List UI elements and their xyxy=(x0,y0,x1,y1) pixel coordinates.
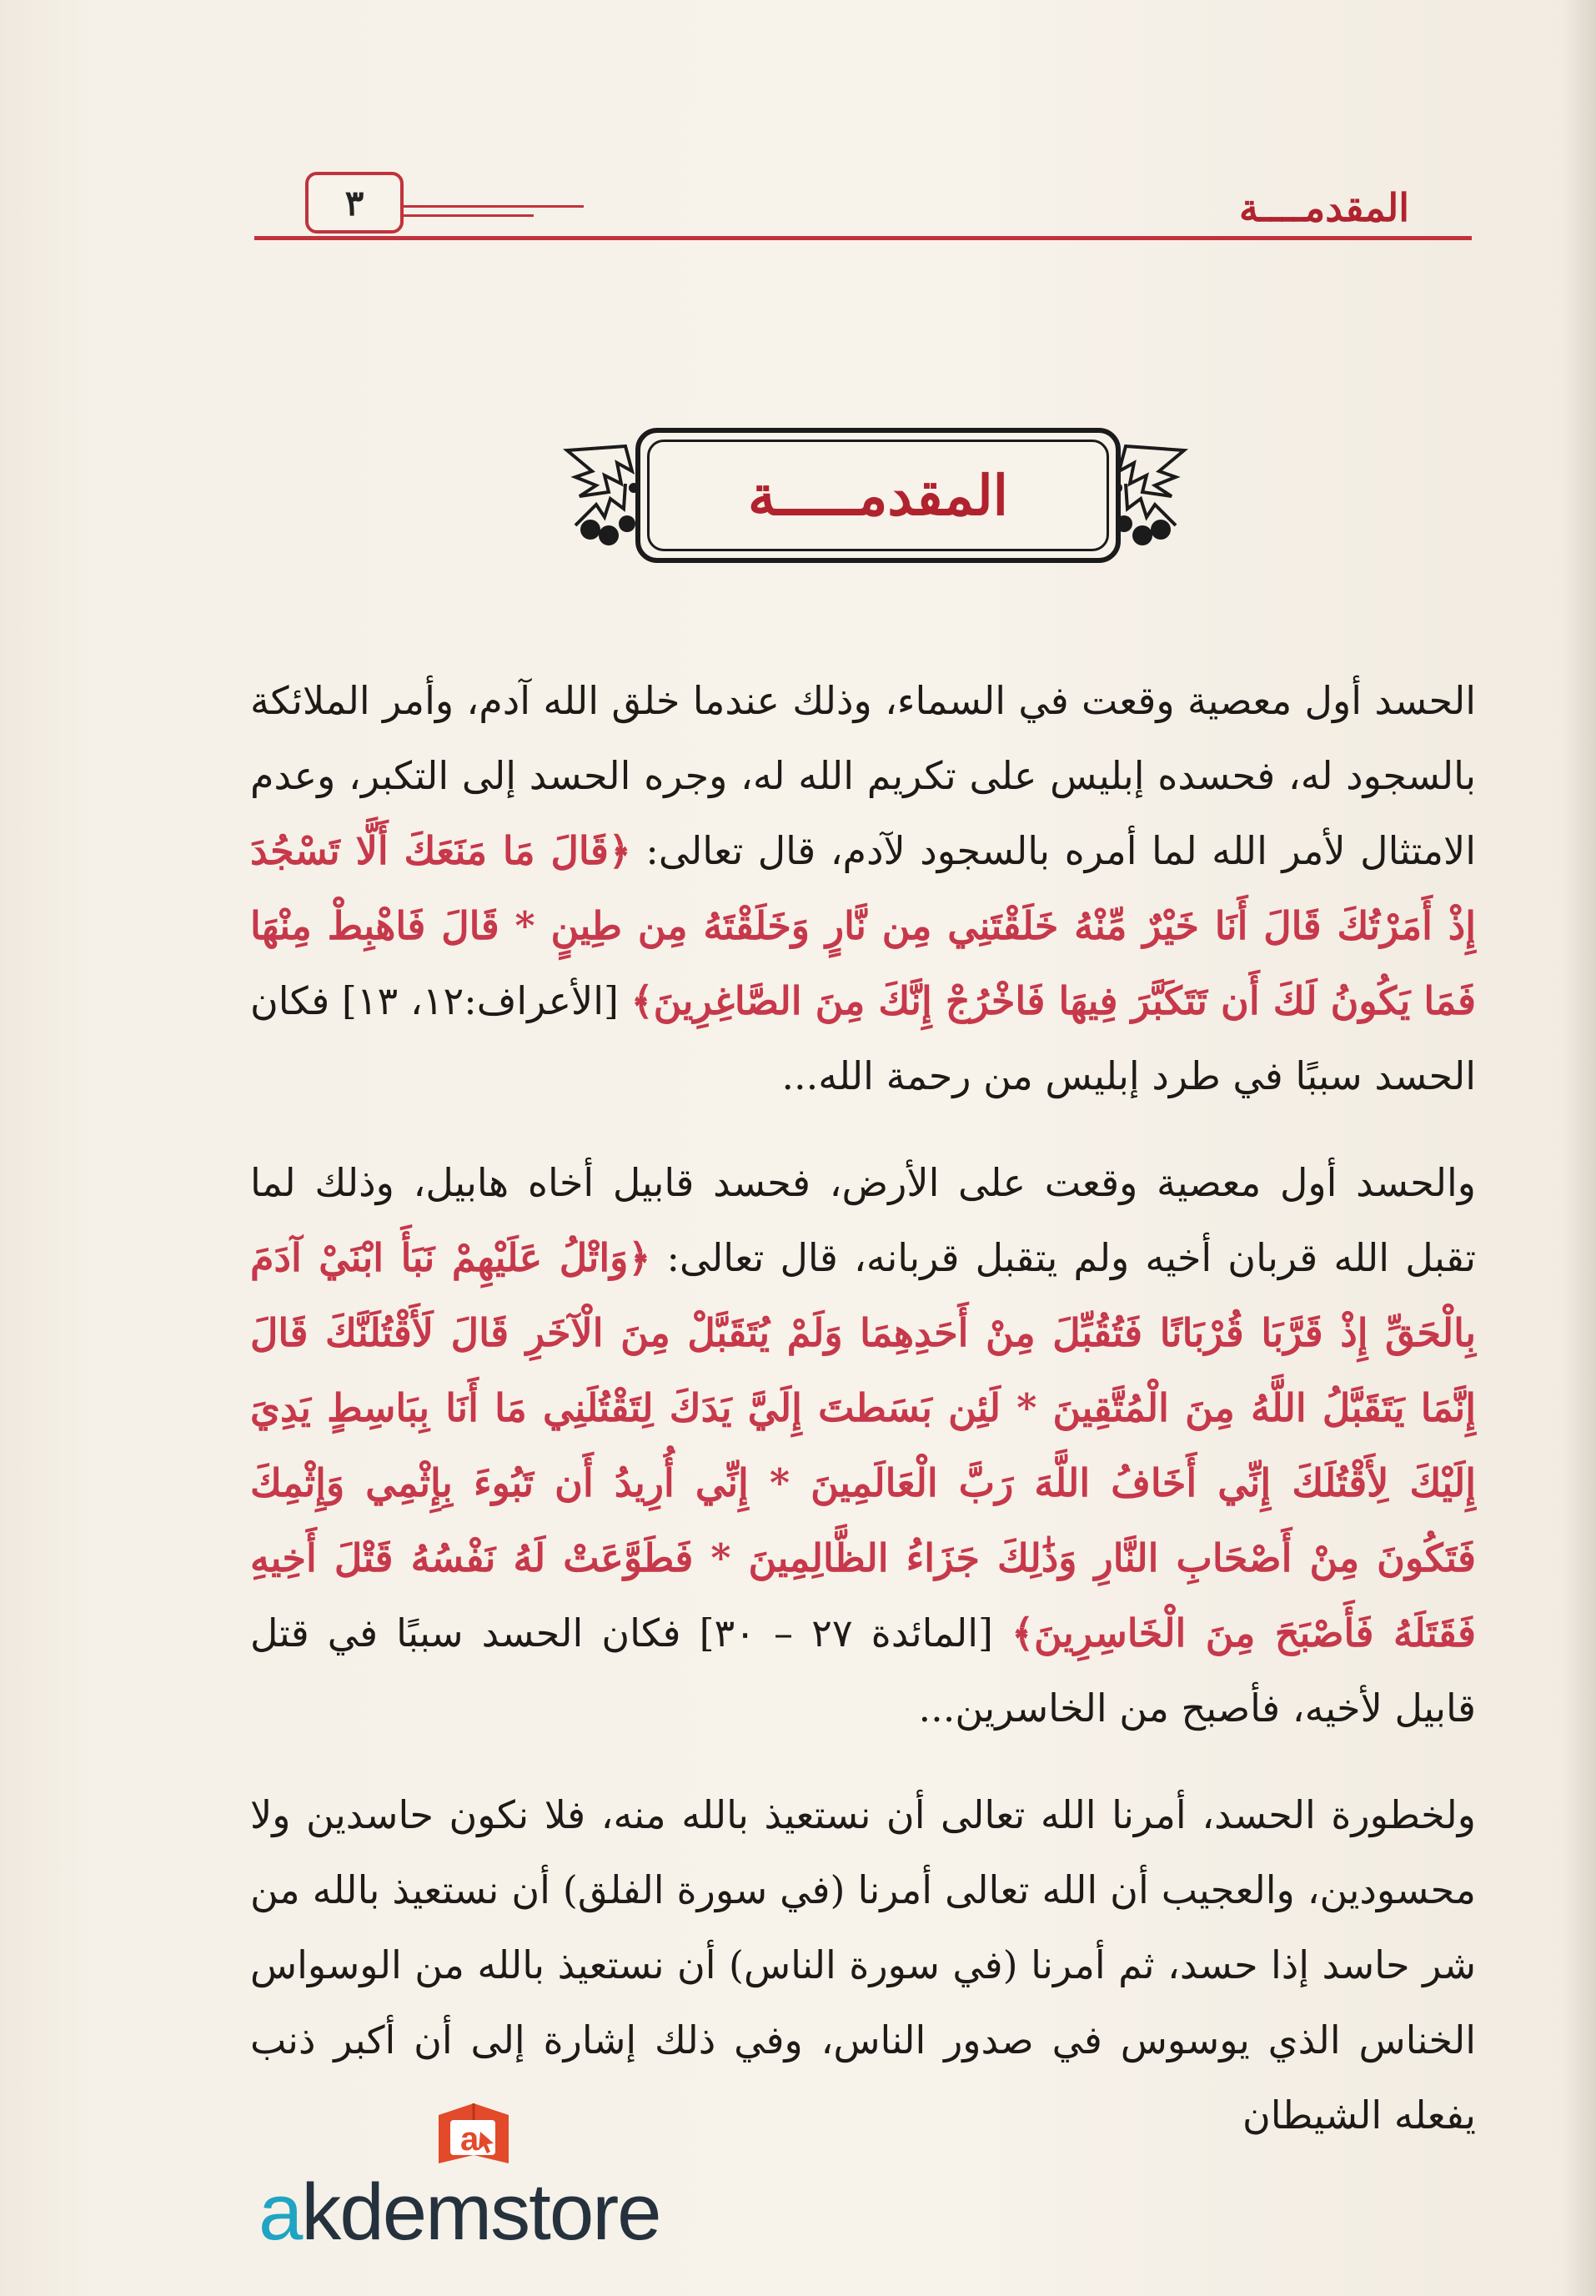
quran-verse: ﴿وَاتْلُ عَلَيْهِمْ نَبَأَ ابْنَيْ آدَمَ بِالْحَقِّ إِذْ قَرَّبَا قُرْبَانًا فَتُقُبِّلَ مِنْ أَحَدِهِمَا وَلَمْ يُتَقَبَّلْ مِنَ الْآخَرِ قَالَ لَأَقْتُلَنَّكَ قَالَ إِنَّمَا يَتَقَبَّلُ اللَّهُ مِنَ الْمُتَّقِينَ * لَئِن بَسَطتَ إِلَيَّ يَدَكَ لِتَقْتُلَنِي مَا أَنَا بِبَاسِطٍ يَدِيَ إِلَيْكَ لِأَقْتُلَكَ إِنِّي أَخَافُ اللَّهَ رَبَّ الْعَالَمِينَ * إِنِّي أُرِيدُ أَن تَبُوءَ بِإِثْمِي وَإِثْمِكَ فَتَكُونَ مِنْ أَصْحَابِ النَّارِ وَذَٰلِكَ جَزَاءُ الظَّالِمِينَ * فَطَوَّعَتْ لَهُ نَفْسُهُ قَتْلَ أَخِيهِ فَقَتَلَهُ فَأَصْبَحَ مِنَ الْخَاسِرِينَ﴾ xyxy=(250,1235,1476,1655)
holly-ornament-left-icon xyxy=(559,425,642,550)
paragraph-text: الحسد أول معصية وقعت في السماء، وذلك عندما خلق الله آدم، وأمر الملائكة بالسجود له، فحسده إبليس على تكريم الله له، وجره الحسد إلى التكبر، وعدم الامتثال لأمر الله لما أمره بالسجود لآدم، قال تعالى: xyxy=(250,678,1476,873)
header-rule xyxy=(254,236,1472,240)
book-cart-icon xyxy=(432,2092,515,2171)
paragraph-text: والحسد أول معصية وقعت على الأرض، فحسد قابيل أخاه هابيل، وذلك لما تقبل الله قربان أخيه ولم يتقبل قربانه، قال تعالى: xyxy=(250,1160,1476,1280)
quran-verse: ﴿قَالَ مَا مَنَعَكَ أَلَّا تَسْجُدَ إِذْ أَمَرْتُكَ قَالَ أَنَا خَيْرٌ مِّنْهُ خَلَقْتَنِي مِن نَّارٍ وَخَلَقْتَهُ مِن طِينٍ * قَالَ فَاهْبِطْ مِنْهَا فَمَا يَكُونُ لَكَ أَن تَتَكَبَّرَ فِيهَا فَاخْرُجْ إِنَّكَ مِنَ الصَّاغِرِينَ﴾ xyxy=(250,828,1477,1023)
body-text xyxy=(250,663,1476,2184)
logo-letter-a: a xyxy=(258,2168,302,2257)
section-title: المقدمـــــة xyxy=(747,463,1009,528)
holly-ornament-right-icon xyxy=(1109,425,1192,550)
paragraph-text: [الأعراف:١٢، ١٣] فكان الحسد سببًا في طرد إبليس من رحمة الله... xyxy=(250,978,1476,1098)
paragraph-text: [المائدة ٢٧ – ٣٠] فكان الحسد سببًا في قتل قابيل لأخيه، فأصبح من الخاسرين... xyxy=(250,1610,1476,1731)
logo-wordmark: kdemstore xyxy=(301,2168,660,2257)
running-header-title: المقدمــــة xyxy=(1238,185,1409,230)
watermark-logo xyxy=(258,2167,660,2258)
paragraph-1 xyxy=(250,663,1476,1113)
header-ornament-lines xyxy=(400,205,584,224)
icon-letter: a xyxy=(460,2121,479,2158)
page-number: ٣ xyxy=(305,172,404,234)
paragraph-2 xyxy=(250,1145,1476,1746)
paragraph-text: ولخطورة الحسد، أمرنا الله تعالى أن نستعيذ بالله منه، فلا نكون حاسدين ولا محسودين، والعجيب أن الله تعالى أمرنا (في سورة الفلق) أن نستعيذ بالله من شر حاسد إذا حسد، ثم أمرنا (في سورة الناس) أن نستعيذ بالله من الوسواس الخناس الذي يوسوس في صدور الناس، وفي ذلك إشارة إلى أن أكبر ذنب يفعله الشيطان xyxy=(250,1792,1476,2138)
